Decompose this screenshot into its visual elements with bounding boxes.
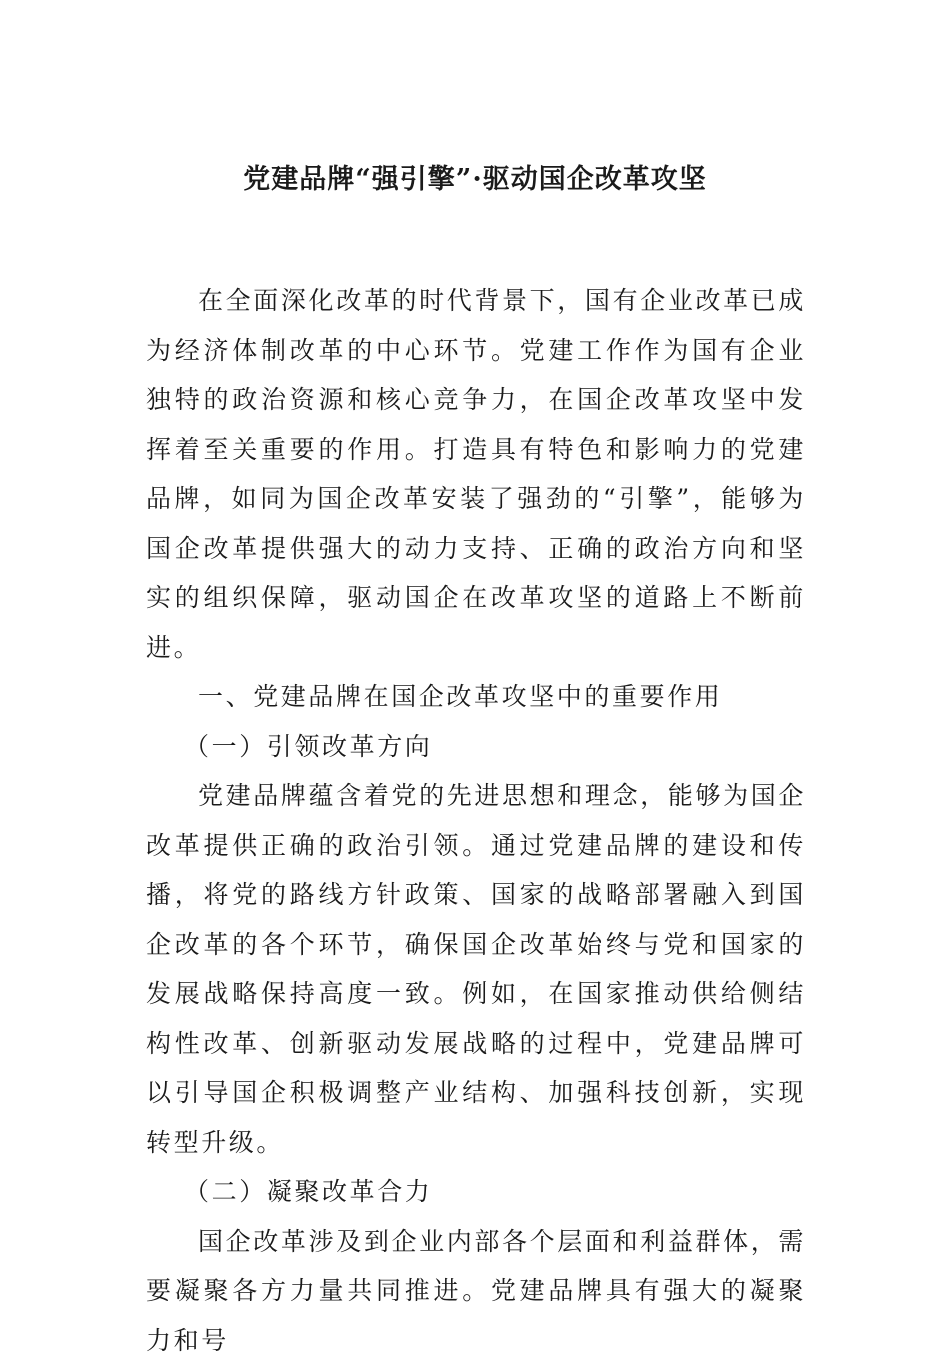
subsection-heading-2: （二）凝聚改革合力 (146, 1167, 806, 1217)
document-body (146, 276, 806, 1365)
paragraph-cohesion: 国企改革涉及到企业内部各个层面和利益群体，需要凝聚各方力量共同推进。党建品牌具有强大的凝聚力和号 (146, 1217, 806, 1365)
document-title: 党建品牌“强引擎”·驱动国企改革攻坚 (0, 160, 950, 200)
paragraph-intro: 在全面深化改革的时代背景下，国有企业改革已成为经济体制改革的中心环节。党建工作作为国有企业独特的政治资源和核心竞争力，在国企改革攻坚中发挥着至关重要的作用。打造具有特色和影响力的党建品牌，如同为国企改革安装了强劲的“引擎”，能够为国企改革提供强大的动力支持、正确的政治方向和坚实的组织保障，驱动国企在改革攻坚的道路上不断前进。 (146, 276, 806, 672)
section-heading-1: 一、党建品牌在国企改革攻坚中的重要作用 (146, 672, 806, 722)
paragraph-direction: 党建品牌蕴含着党的先进思想和理念，能够为国企改革提供正确的政治引领。通过党建品牌的建设和传播，将党的路线方针政策、国家的战略部署融入到国企改革的各个环节，确保国企改革始终与党和国家的发展战略保持高度一致。例如，在国家推动供给侧结构性改革、创新驱动发展战略的过程中，党建品牌可以引导国企积极调整产业结构、加强科技创新，实现转型升级。 (146, 771, 806, 1167)
subsection-heading-1: （一）引领改革方向 (146, 722, 806, 772)
